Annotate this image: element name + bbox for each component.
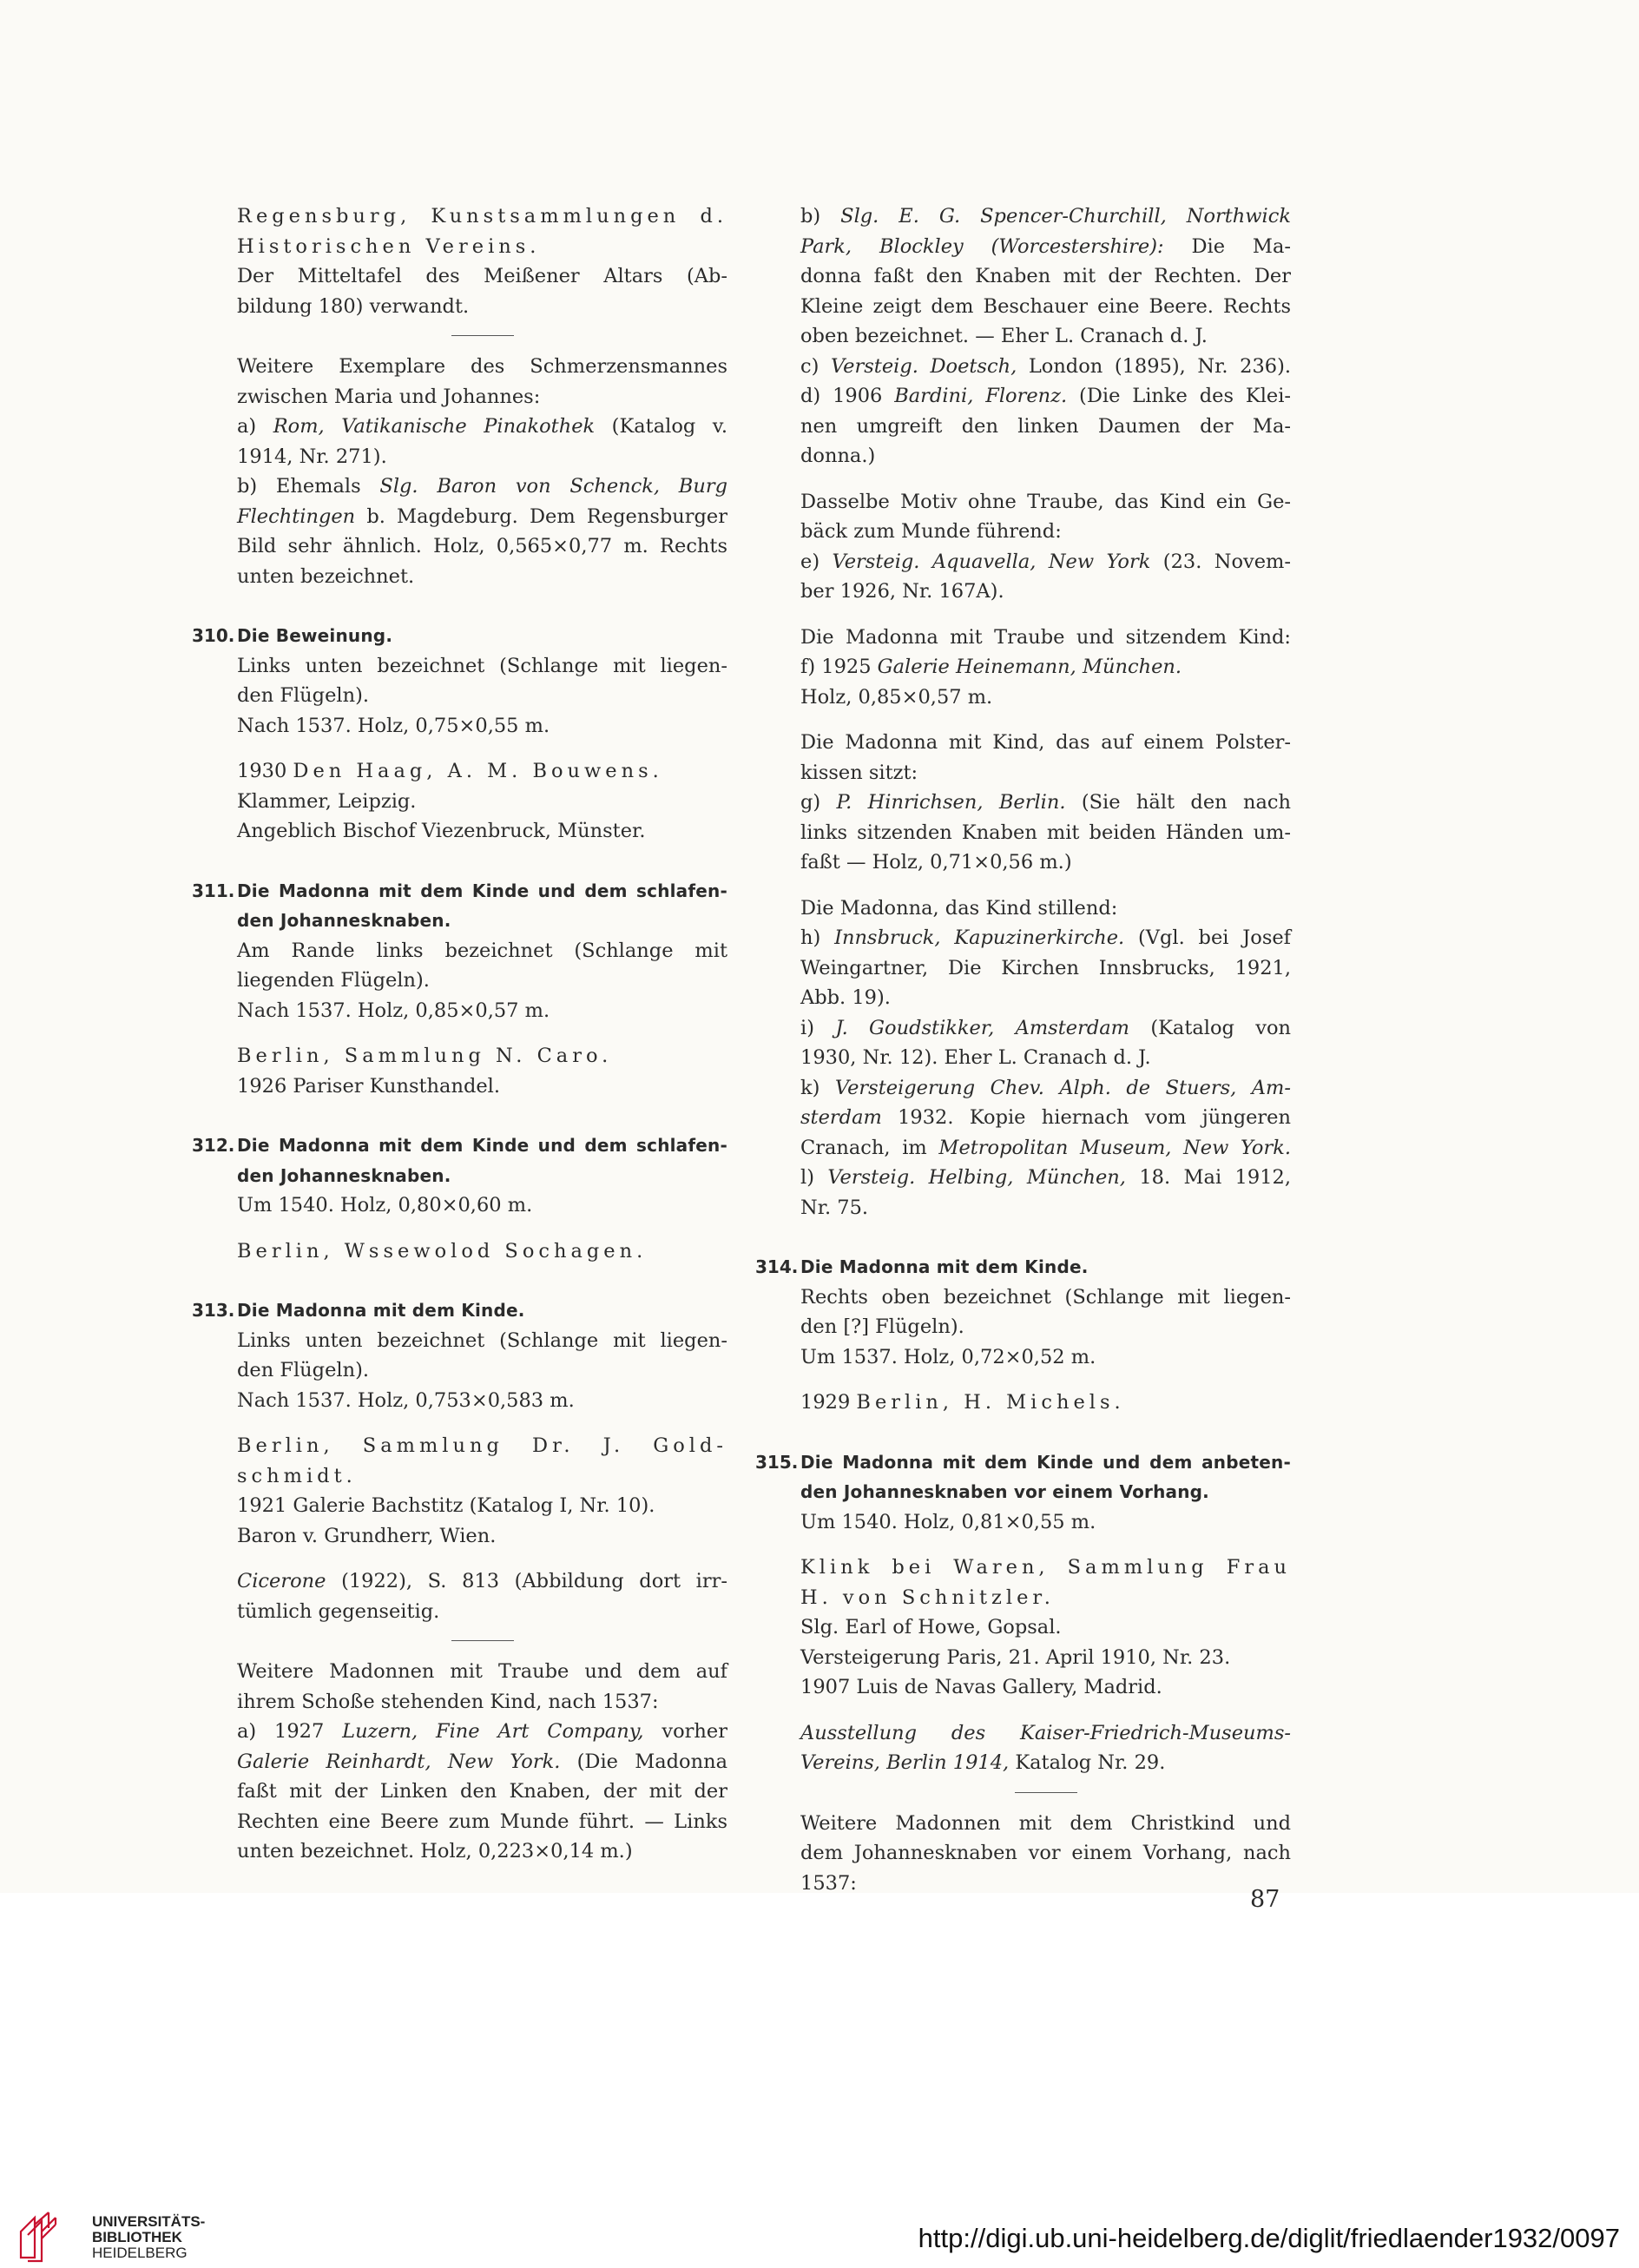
- text-line: [800, 381, 1291, 412]
- entry-title: den Johannesknaben vor einem Vorhang.: [800, 1481, 1209, 1502]
- text-line: Dasselbe Motiv ohne Traube, das Kind ein Ge-: [800, 490, 1291, 513]
- text-line: unten bezeichnet. Holz, 0,223×0,14 m.): [237, 1840, 633, 1863]
- spacer: [800, 1418, 1291, 1447]
- text-line: [800, 1103, 1291, 1133]
- section-divider: [1015, 1792, 1077, 1793]
- section-divider: [451, 1640, 514, 1641]
- text-line: Nach 1537. Holz, 0,85×0,57 m.: [237, 999, 550, 1022]
- text-run: a): [237, 415, 273, 438]
- entry-number: 314.: [755, 1256, 799, 1277]
- italic-text: Slg. E. G. Spencer-Churchill, Northwick: [840, 205, 1291, 227]
- italic-text: Versteigerung Chev. Alph. de Stuers, Am-: [834, 1076, 1291, 1099]
- spaced-text: Den Haag, A. M. Bouwens.: [293, 760, 663, 782]
- text-line: zwischen Maria und Johannes:: [237, 385, 541, 408]
- logo-line: BIBLIOTHEK: [92, 2229, 182, 2245]
- text-line: [800, 1388, 1291, 1418]
- text-line: den [?] Flügeln).: [800, 1315, 964, 1338]
- text-run: vorher: [643, 1720, 727, 1743]
- spacer: [237, 847, 727, 876]
- text-line: [237, 1566, 727, 1597]
- entry-number: 313.: [192, 1300, 235, 1321]
- spaced-text: Berlin, H. Michels.: [856, 1391, 1125, 1414]
- library-logo-icon: [16, 2212, 76, 2263]
- italic-text: P. Hinrichsen, Berlin.: [836, 791, 1066, 814]
- spacer: [800, 878, 1291, 893]
- text-line: [800, 1163, 1291, 1193]
- text-line: faßt — Holz, 0,71×0,56 m.): [800, 851, 1072, 874]
- text-line: Angeblich Bischof Viezenbruck, Münster.: [237, 820, 646, 842]
- text-run: d) 1906: [800, 385, 895, 407]
- entry-title: Die Madonna mit dem Kinde und dem anbeten-: [800, 1451, 1291, 1473]
- entry-title: Die Madonna mit dem Kinde und dem schlafen-: [237, 880, 727, 901]
- entry-number: 312.: [192, 1135, 235, 1156]
- text-line: Slg. Earl of Howe, Gopsal.: [800, 1616, 1062, 1638]
- right-column: [755, 201, 1292, 1898]
- text-line: links sitzenden Knaben mit beiden Händen um-: [800, 821, 1291, 844]
- italic-text: Vereins, Berlin 1914,: [800, 1751, 1010, 1774]
- text-line: [800, 923, 1291, 953]
- text-line: liegenden Flügeln).: [237, 969, 430, 992]
- text-run: h): [800, 926, 835, 949]
- spacer: [237, 591, 727, 621]
- text-run: 1930: [237, 760, 293, 782]
- logo-line: UNIVERSITÄTS-: [92, 2213, 206, 2230]
- text-line: Weingartner, Die Kirchen Innsbrucks, 1921,: [800, 956, 1291, 979]
- text-line: [800, 788, 1291, 818]
- text-line: Versteigerung Paris, 21. April 1910, Nr. 23.: [800, 1645, 1231, 1669]
- text-line: Die Madonna, das Kind stillend:: [800, 896, 1118, 920]
- text-line: Kleine zeigt dem Beschauer eine Beere. Rechts: [800, 294, 1291, 318]
- page-number: 87: [1250, 1886, 1280, 1913]
- text-run: Cranach, im: [800, 1136, 939, 1159]
- text-line: Berlin, Wssewolod Sochagen.: [237, 1239, 648, 1263]
- text-line: [237, 756, 727, 787]
- spacer: [800, 1223, 1291, 1252]
- text-run: 18. Mai 1912,: [1125, 1166, 1291, 1189]
- text-line: 1926 Pariser Kunsthandel.: [237, 1074, 501, 1098]
- entry-number: 315.: [755, 1451, 799, 1473]
- text-line: Der Mitteltafel des Meißener Altars (Ab-: [237, 265, 727, 287]
- italic-text: Rom, Vatikanische Pinakothek: [273, 415, 596, 438]
- italic-text: Versteig. Aquavella, New York: [832, 550, 1151, 573]
- text-run: London (1895), Nr. 236).: [1017, 354, 1292, 378]
- italic-text: Innsbruck, Kapuzinerkirche.: [834, 926, 1125, 949]
- text-run: (Vgl. bei Josef: [1124, 926, 1292, 949]
- italic-text: Park, Blockley (Worcestershire):: [800, 234, 1164, 258]
- text-line: [800, 547, 1291, 577]
- text-line: bäck zum Munde führend:: [800, 520, 1062, 543]
- text-line: [800, 232, 1291, 262]
- text-line: Weitere Exemplare des Schmerzensmannes: [237, 355, 727, 378]
- text-line: donna faßt den Knaben mit der Rechten. Der: [800, 265, 1291, 287]
- text-run: Die Ma-: [1163, 234, 1291, 258]
- text-line: 1921 Galerie Bachstitz (Katalog I, Nr. 10).: [237, 1494, 655, 1517]
- text-line: [237, 471, 727, 502]
- spacer: [800, 1537, 1291, 1553]
- entry-title: Die Beweinung.: [237, 625, 393, 646]
- text-line: Weitere Madonnen mit Traube und dem auf: [237, 1660, 727, 1683]
- italic-text: J. Goudstikker, Amsterdam: [835, 1016, 1129, 1039]
- text-run: l): [800, 1166, 828, 1189]
- text-line: [800, 1073, 1291, 1104]
- footer-bar: [0, 2205, 1639, 2268]
- text-run: f) 1925: [800, 656, 878, 678]
- text-run: i): [800, 1016, 836, 1039]
- text-line: Um 1537. Holz, 0,72×0,52 m.: [800, 1345, 1096, 1368]
- spacer: [237, 1551, 727, 1566]
- entry-title: den Johannesknaben.: [237, 1164, 451, 1186]
- italic-text: Flechtingen: [237, 504, 356, 528]
- text-line: Holz, 0,85×0,57 m.: [800, 685, 993, 709]
- text-run: 1929: [800, 1391, 857, 1414]
- text-line: Um 1540. Holz, 0,81×0,55 m.: [800, 1510, 1096, 1533]
- text-line: Am Rande links bezeichnet (Schlange mit: [237, 939, 727, 962]
- text-line: 1537:: [800, 1871, 857, 1895]
- text-line: 1914, Nr. 271).: [237, 445, 387, 468]
- text-run: e): [800, 550, 833, 573]
- spacer: [237, 1101, 727, 1131]
- catalog-entry-heading: [755, 1447, 1291, 1507]
- text-line: tümlich gegenseitig.: [237, 1599, 440, 1623]
- italic-text: Ausstellung des Kaiser-Friedrich-Museums-: [800, 1721, 1291, 1744]
- spacer: [237, 1221, 727, 1236]
- text-line: unten bezeichnet.: [237, 564, 415, 588]
- catalog-entry-heading: [192, 621, 727, 651]
- text-line: schmidt.: [237, 1464, 357, 1487]
- entry-title: Die Madonna mit dem Kinde.: [800, 1256, 1089, 1277]
- spacer: [237, 741, 727, 756]
- text-line: [800, 352, 1291, 382]
- text-run: (Die Madonna: [560, 1750, 728, 1773]
- text-line: kissen sitzt:: [800, 761, 918, 784]
- text-run: a) 1927: [237, 1720, 343, 1743]
- text-line: [800, 1133, 1291, 1164]
- text-line: nen umgreift den linken Daumen der Ma-: [800, 414, 1291, 438]
- text-line: Abb. 19).: [800, 986, 891, 1009]
- text-line: Nr. 75.: [800, 1196, 869, 1219]
- text-run: b) Ehemals: [237, 475, 380, 498]
- italic-text: Slg. Baron von Schenck, Burg: [379, 475, 727, 498]
- left-column: [192, 201, 728, 1867]
- text-line: [237, 502, 727, 532]
- text-line: den Flügeln).: [237, 1359, 369, 1381]
- italic-text: Luzern, Fine Art Company,: [342, 1720, 644, 1743]
- text-line: [800, 1718, 1291, 1749]
- text-run: g): [800, 791, 837, 814]
- text-line: Die Madonna mit Traube und sitzendem Kind:: [800, 625, 1291, 649]
- text-run: (23. Novem-: [1150, 550, 1291, 573]
- catalog-entry-heading: [192, 876, 727, 936]
- source-url[interactable]: http://digi.ub.uni-heidelberg.de/diglit/friedlaender1932/0097: [918, 2223, 1620, 2253]
- text-line: Um 1540. Holz, 0,80×0,60 m.: [237, 1194, 533, 1216]
- text-line: [237, 1717, 727, 1747]
- text-line: [237, 412, 727, 442]
- text-line: [800, 652, 1291, 682]
- text-line: ber 1926, Nr. 167A).: [800, 580, 1004, 603]
- text-line: [800, 1748, 1291, 1778]
- italic-text: Galerie Reinhardt, New York.: [237, 1750, 561, 1773]
- text-run: (Katalog v.: [595, 415, 727, 438]
- text-line: faßt mit der Linken den Knaben, der mit der: [237, 1780, 727, 1803]
- text-line: donna.): [800, 445, 876, 467]
- spacer: [800, 1703, 1291, 1718]
- text-line: Regensburg, Kunstsammlungen d.: [237, 205, 727, 227]
- text-line: Berlin, Sammlung N. Caro.: [237, 1045, 613, 1067]
- text-run: b): [800, 205, 841, 227]
- section-divider: [451, 335, 514, 336]
- entry-title: Die Madonna mit dem Kinde und dem schlafen-: [237, 1135, 727, 1156]
- text-run: (Die Linke des Klei-: [1067, 385, 1292, 407]
- catalog-entry-heading: [192, 1131, 727, 1190]
- text-line: Klammer, Leipzig.: [237, 789, 417, 813]
- spacer: [237, 1025, 727, 1041]
- text-line: Nach 1537. Holz, 0,753×0,583 m.: [237, 1388, 575, 1412]
- text-line: ihrem Schoße stehenden Kind, nach 1537:: [237, 1690, 659, 1713]
- text-line: Klink bei Waren, Sammlung Frau: [800, 1556, 1291, 1579]
- catalog-entry-heading: [755, 1252, 1291, 1282]
- text-line: H. von Schnitzler.: [800, 1586, 1055, 1609]
- text-line: den Flügeln).: [237, 684, 369, 707]
- text-run: k): [800, 1076, 835, 1099]
- italic-text: Bardini, Florenz.: [894, 385, 1068, 407]
- entry-number: 311.: [192, 880, 235, 901]
- text-line: Baron v. Grundherr, Wien.: [237, 1524, 497, 1547]
- entry-title: den Johannesknaben.: [237, 910, 451, 931]
- library-logo-text: [92, 2214, 205, 2261]
- text-line: Bild sehr ähnlich. Holz, 0,565×0,77 m. Rechts: [237, 535, 727, 557]
- text-line: [800, 1013, 1291, 1044]
- spacer: [800, 712, 1291, 728]
- text-line: Die Madonna mit Kind, das auf einem Polster-: [800, 731, 1291, 754]
- text-line: [800, 201, 1291, 232]
- italic-text: sterdam: [800, 1106, 882, 1129]
- text-run: 1932. Kopie hiernach vom jüngeren: [881, 1106, 1291, 1129]
- text-line: dem Johannesknaben vor einem Vorhang, nach: [800, 1842, 1291, 1864]
- spacer: [800, 1372, 1291, 1388]
- italic-text: Metropolitan Museum, New York.: [938, 1136, 1292, 1159]
- text-line: bildung 180) verwandt.: [237, 294, 470, 318]
- entry-title: Die Madonna mit dem Kinde.: [237, 1300, 525, 1321]
- text-run: (Katalog von: [1129, 1016, 1291, 1039]
- entry-number: 310.: [192, 625, 235, 646]
- spacer: [800, 471, 1291, 487]
- text-run: (1922), S. 813 (Abbildung dort irr-: [326, 1570, 727, 1592]
- text-line: Rechts oben bezeichnet (Schlange mit liegen-: [800, 1285, 1291, 1309]
- italic-text: Galerie Heinemann, München.: [877, 656, 1182, 678]
- text-run: c): [800, 354, 831, 378]
- text-line: [237, 1747, 727, 1777]
- logo-line: HEIDELBERG: [92, 2245, 188, 2261]
- text-line: Historischen Vereins.: [237, 234, 541, 258]
- text-line: Links unten bezeichnet (Schlange mit liegen-: [237, 1328, 727, 1352]
- text-run: b. Magdeburg. Dem Regensburger: [355, 504, 727, 528]
- catalog-entry-heading: [192, 1296, 727, 1326]
- spacer: [237, 1266, 727, 1296]
- text-line: oben bezeichnet. — Eher L. Cranach d. J.: [800, 325, 1208, 347]
- spacer: [800, 607, 1291, 623]
- text-line: Berlin, Sammlung Dr. J. Gold-: [237, 1434, 727, 1457]
- text-run: (Sie hält den nach: [1065, 791, 1291, 814]
- text-line: Nach 1537. Holz, 0,75×0,55 m.: [237, 714, 550, 737]
- text-line: 1930, Nr. 12). Eher L. Cranach d. J.: [800, 1046, 1151, 1069]
- italic-text: Versteig. Helbing, München,: [827, 1166, 1126, 1189]
- italic-text: Cicerone: [237, 1570, 326, 1592]
- text-line: Weitere Madonnen mit dem Christkind und: [800, 1811, 1291, 1835]
- text-line: Links unten bezeichnet (Schlange mit liegen-: [237, 654, 727, 677]
- italic-text: Versteig. Doetsch,: [830, 354, 1017, 378]
- text-line: Rechten eine Beere zum Munde führt. — Links: [237, 1810, 727, 1833]
- text-run: Katalog Nr. 29.: [1009, 1751, 1166, 1774]
- text-line: 1907 Luis de Navas Gallery, Madrid.: [800, 1676, 1162, 1698]
- spacer: [237, 1415, 727, 1431]
